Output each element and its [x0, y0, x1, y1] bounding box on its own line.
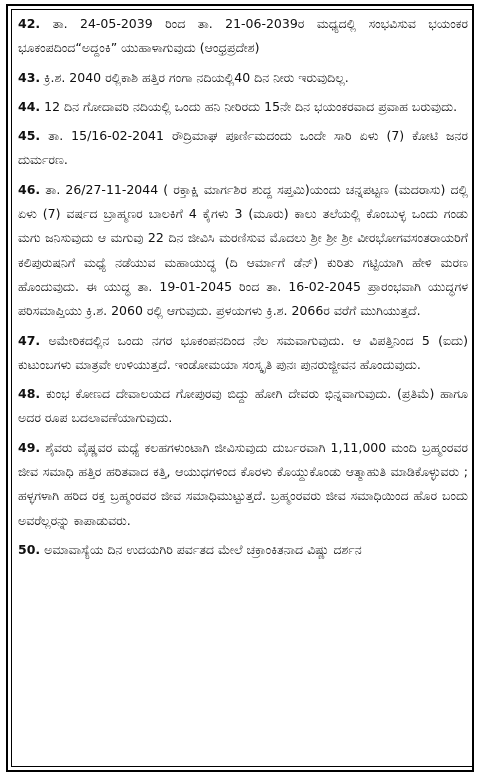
entry-text: ತಾ. 26/27-11-2044 ( ರಕ್ತಾಕ್ಷಿ ಮಾರ್ಗಶಿರ ಶುದ್ದ ಸಪ್ತಮಿ)ಯಂದು ಚನ್ನಪಟ್ಟಣ (ಮದರಾಸು) ದಲ್ಲಿ ಏಳು (7) ವರ್ಷದ ಬ್ರಾಹ್ಮಣರ ಬಾಲಕಿಗೆ 4 ಕೈಗಳು 3 (ಮೂರು) ಕಾಲು ತಲೆಯಲ್ಲಿ ಕೊಂಬುಳ್ಳ ಒಂದು ಗಂಡು ಮಗು ಜನಿಸುವುದು ಆ ಮಗುವು 22 ದಿನ ಜೀವಿಸಿ ಮರಣಿಸುವ ಮೊದಲು ಶ್ರೀ ಶ್ರೀ ಶ್ರೀ ವೀರಭೋಗವಸಂತರಾಯರಿಗೆ ಕಲಿಪುರುಷನಿಗೆ ಮಧ್ಯೆ ನಡೆಯುವ ಮಹಾಯುದ್ಧ (ದಿ ಆರ್ಮಾಗೆ ಡೆನ್) ಕುರಿತು ಗಟ್ಟಿಯಾಗಿ ಹೇಳಿ ಮರಣ ಹೊಂದುವುದು. ಈ ಯುದ್ಧ ತಾ. 19-01-2045 ರಿಂದ ತಾ. 16-02-2045 ಪ್ರಾರಂಭವಾಗಿ ಯುದ್ಧಗಳ ಪರಿಸಮಾಪ್ತಿಯು ಕ್ರಿ.ಶ. 2060 ರಲ್ಲಿ ಆಗುವುದು. ಪ್ರಳಯಗಳು ಕ್ರಿ.ಶ. 2066ರ ವರೆಗೆ ಮುಗಿಯುತ್ತದೆ. — [18, 181, 468, 319]
entry-number: 44. — [18, 98, 41, 114]
entry-45 — [18, 124, 468, 173]
entry-42 — [18, 12, 468, 61]
entry-number: 48. — [18, 386, 41, 402]
entry-48 — [18, 382, 468, 431]
entry-46 — [18, 178, 468, 324]
entry-number: 47. — [18, 332, 41, 348]
entry-number: 46. — [18, 181, 41, 197]
entry-text: ತಾ. 24-05-2039 ರಿಂದ ತಾ. 21-06-2039ರ ಮಧ್ಯದಲ್ಲಿ ಸಂಭವಿಸುವ ಭಯಂಕರ ಭೂಕಂಪದಿಂದ“ಅದ್ದಂಕಿ” ಯುಹಾಳಾಗುವುದು (ಆಂಧ್ರಪ್ರದೇಶ) — [18, 16, 468, 56]
entry-50 — [18, 538, 468, 562]
entry-text: 12 ದಿನ ಗೋದಾವರಿ ನದಿಯಲ್ಲಿ ಒಂದು ಹನಿ ನೀರಿರದು 15ನೇ ದಿನ ಭಯಂಕರವಾದ ಪ್ರವಾಹ ಬರುವುದು. — [44, 98, 458, 114]
entry-text: ಕ್ರಿ.ಶ. 2040 ರಲ್ಲಿಕಾಶಿ ಹತ್ತಿರ ಗಂಗಾ ನದಿಯಲ್ಲಿ40 ದಿನ ನೀರು ಇರುವುದಿಲ್ಲ. — [44, 69, 349, 85]
entry-text: ಶೈವರು ವೈಷ್ಣವರ ಮಧ್ಯೆ ಕಲಹಗಳುಂಟಾಗಿ ಜೀವಿಸುವುದು ದುರ್ಬರವಾಗಿ 1,11,000 ಮಂದಿ ಬ್ರಹ್ಮಂರವರ ಜೀವ ಸಮಾಧಿ ಹತ್ತಿರ ಹರಿತವಾದ ಕತ್ತಿ, ಆಯುಧಗಳಿಂದ ಕೊರಳು ಕೊಯ್ದುಕೊಂಡು ಆತ್ಮಾಹುತಿ ಮಾಡಿಕೊಳ್ಳುವರು ; ಹಳ್ಳಗಳಾಗಿ ಹರಿದ ರಕ್ತ ಬ್ರಹ್ಮಂರವರ ಜೀವ ಸಮಾಧಿಮುಟ್ಟುತ್ತದೆ. ಬ್ರಹ್ಮಂರವರು ಜೀವ ಸಮಾಧಿಯಿಂದ ಹೊರ ಬಂದು ಅವರೆಲ್ಲರನ್ನು ಕಾಪಾಡುವರು. — [18, 439, 468, 528]
entry-number: 45. — [18, 128, 41, 144]
prophecy-list — [18, 12, 468, 562]
entry-text: ತಾ. 15/16-02-2041 ರೌದ್ರಿಮಾಘ ಪೂರ್ಣಿಮದಂದು ಒಂದೇ ಸಾರಿ ಏಳು (7) ಕೋಟಿ ಜನರ ದುರ್ಮರಣ. — [18, 128, 468, 168]
entry-number: 42. — [18, 16, 41, 31]
entry-text: ಅಮಾವಾಸ್ಯೆಯ ದಿನ ಉದಯಗಿರಿ ಪರ್ವತದ ಮೇಲೆ ಚಕ್ರಾಂಕಿತನಾದ ವಿಷ್ಣು ದರ್ಶನ — [44, 541, 362, 557]
entry-43 — [18, 66, 468, 90]
entry-number: 50. — [18, 541, 41, 557]
entry-text: ಅಮೇರಿಕದಲ್ಲಿನ ಒಂದು ನಗರ ಭೂಕಂಪನದಿಂದ ನೆಲ ಸಮವಾಗುವುದು. ಆ ವಿಪತ್ತಿನಿಂದ 5 (ಐದು) ಕುಟುಂಬಗಳು ಮಾತ್ರವೇ ಉಳಿಯುತ್ತದೆ. ಇಂಡೋಮಯಾ ಸಂಸ್ಕೃತಿ ಪುನಃ ಪುನರುಜ್ಜೀವನ ಹೊಂದುವುದು. — [18, 332, 468, 372]
entry-44 — [18, 95, 468, 119]
entry-number: 43. — [18, 69, 41, 85]
entry-49 — [18, 436, 468, 533]
entry-47 — [18, 329, 468, 378]
entry-text: ಕುಂಭ ಕೋಣದ ದೇವಾಲಯದ ಗೋಪುರವು ಬಿದ್ದು ಹೋಗಿ ದೇವರು ಭಿನ್ನವಾಗುವುದು. (ಪ್ರತಿಮೆ) ಹಾಗೂ ಅದರ ರೂಪ ಬದಲಾವಣೆಯಾಗುವುದು. — [18, 386, 468, 426]
entry-number: 49. — [18, 439, 41, 455]
